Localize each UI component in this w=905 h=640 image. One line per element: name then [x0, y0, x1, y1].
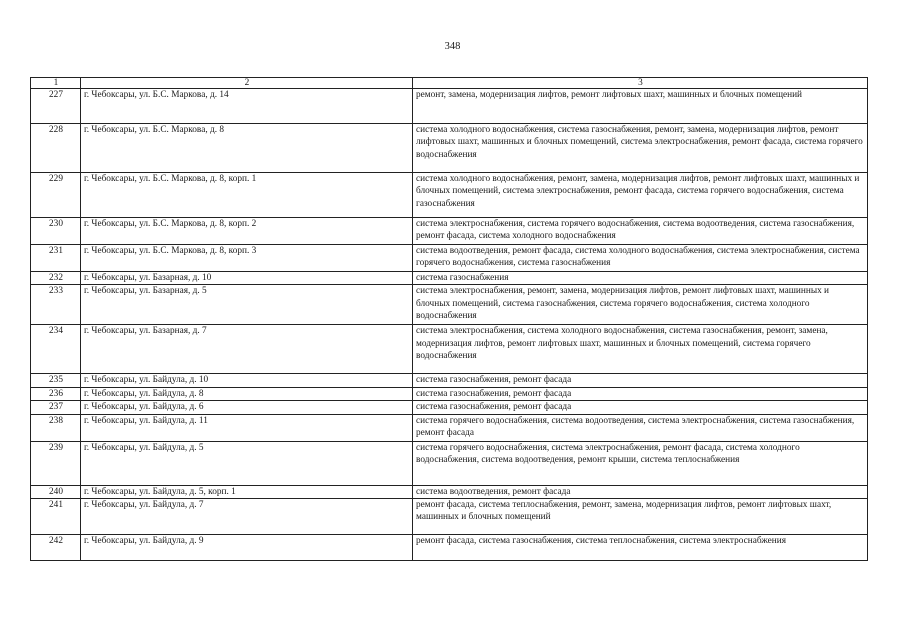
- table-row: [31, 245, 868, 272]
- table-row: [31, 89, 868, 124]
- column-number-3: 3: [413, 78, 868, 89]
- address-cell: г. Чебоксары, ул. Б.С. Маркова, д. 8, корп. 3: [81, 245, 413, 272]
- row-number: 241: [31, 499, 81, 535]
- row-number: 242: [31, 535, 81, 561]
- column-number-row: [31, 78, 868, 89]
- row-number: 232: [31, 272, 81, 285]
- table-row: [31, 218, 868, 245]
- works-cell: ремонт фасада, система газоснабжения, система теплоснабжения, система электроснабжения: [413, 535, 868, 561]
- address-cell: г. Чебоксары, ул. Байдула, д. 6: [81, 401, 413, 414]
- table-row: [31, 173, 868, 218]
- address-cell: г. Чебоксары, ул. Б.С. Маркова, д. 8: [81, 124, 413, 173]
- table-row: [31, 124, 868, 173]
- works-cell: система газоснабжения: [413, 272, 868, 285]
- row-number: 231: [31, 245, 81, 272]
- works-cell: система электроснабжения, ремонт, замена, модернизация лифтов, ремонт лифтовых шахт, машинных и блочных помещений, система газоснабжения, система горячего водоснабжения, система холодного водоснабжения: [413, 285, 868, 325]
- address-cell: г. Чебоксары, ул. Байдула, д. 7: [81, 499, 413, 535]
- table-row: [31, 535, 868, 561]
- works-cell: ремонт, замена, модернизация лифтов, ремонт лифтовых шахт, машинных и блочных помещений: [413, 89, 868, 124]
- address-cell: г. Чебоксары, ул. Базарная, д. 5: [81, 285, 413, 325]
- address-cell: г. Чебоксары, ул. Байдула, д. 8: [81, 387, 413, 400]
- table-row: [31, 325, 868, 374]
- row-number: 236: [31, 387, 81, 400]
- table-row: [31, 485, 868, 498]
- address-works-table: [30, 77, 868, 561]
- column-number-1: 1: [31, 78, 81, 89]
- row-number: 230: [31, 218, 81, 245]
- works-cell: система горячего водоснабжения, система электроснабжения, ремонт фасада, система холодного водоснабжения, система водоотведения, ремонт крыши, система теплоснабжения: [413, 441, 868, 485]
- address-cell: г. Чебоксары, ул. Б.С. Маркова, д. 8, корп. 2: [81, 218, 413, 245]
- address-cell: г. Чебоксары, ул. Б.С. Маркова, д. 14: [81, 89, 413, 124]
- row-number: 228: [31, 124, 81, 173]
- row-number: 235: [31, 374, 81, 387]
- row-number: 234: [31, 325, 81, 374]
- works-cell: система водоотведения, ремонт фасада, система холодного водоснабжения, система электроснабжения, система горячего водоснабжения, система газоснабжения: [413, 245, 868, 272]
- row-number: 229: [31, 173, 81, 218]
- table-row: [31, 499, 868, 535]
- works-cell: система горячего водоснабжения, система водоотведения, система электроснабжения, система газоснабжения, ремонт фасада: [413, 414, 868, 441]
- row-number: 239: [31, 441, 81, 485]
- works-cell: система газоснабжения, ремонт фасада: [413, 374, 868, 387]
- works-cell: система электроснабжения, система горячего водоснабжения, система водоотведения, система газоснабжения, ремонт фасада, система холодного водоснабжения: [413, 218, 868, 245]
- address-cell: г. Чебоксары, ул. Байдула, д. 11: [81, 414, 413, 441]
- table-row: [31, 401, 868, 414]
- address-cell: г. Чебоксары, ул. Базарная, д. 7: [81, 325, 413, 374]
- row-number: 240: [31, 485, 81, 498]
- works-cell: система газоснабжения, ремонт фасада: [413, 387, 868, 400]
- works-cell: система холодного водоснабжения, ремонт, замена, модернизация лифтов, ремонт лифтовых шахт, машинных и блочных помещений, система электроснабжения, ремонт фасада, система горячего водоснабжения, система газоснабжения: [413, 173, 868, 218]
- works-cell: ремонт фасада, система теплоснабжения, ремонт, замена, модернизация лифтов, ремонт лифтовых шахт, машинных и блочных помещений: [413, 499, 868, 535]
- table-row: [31, 441, 868, 485]
- works-cell: система водоотведения, ремонт фасада: [413, 485, 868, 498]
- address-cell: г. Чебоксары, ул. Базарная, д. 10: [81, 272, 413, 285]
- address-cell: г. Чебоксары, ул. Б.С. Маркова, д. 8, корп. 1: [81, 173, 413, 218]
- table-row: [31, 285, 868, 325]
- table-row: [31, 414, 868, 441]
- row-number: 227: [31, 89, 81, 124]
- table-row: [31, 374, 868, 387]
- address-cell: г. Чебоксары, ул. Байдула, д. 10: [81, 374, 413, 387]
- row-number: 237: [31, 401, 81, 414]
- table-row: [31, 272, 868, 285]
- column-number-2: 2: [81, 78, 413, 89]
- address-cell: г. Чебоксары, ул. Байдула, д. 5: [81, 441, 413, 485]
- page-number: 348: [444, 41, 461, 52]
- table-row: [31, 387, 868, 400]
- row-number: 238: [31, 414, 81, 441]
- address-cell: г. Чебоксары, ул. Байдула, д. 9: [81, 535, 413, 561]
- works-cell: система электроснабжения, система холодного водоснабжения, система газоснабжения, ремонт, замена, модернизация лифтов, ремонт лифтовых шахт, машинных и блочных помещений, система горячего водоснабжения: [413, 325, 868, 374]
- works-cell: система газоснабжения, ремонт фасада: [413, 401, 868, 414]
- address-cell: г. Чебоксары, ул. Байдула, д. 5, корп. 1: [81, 485, 413, 498]
- row-number: 233: [31, 285, 81, 325]
- works-cell: система холодного водоснабжения, система газоснабжения, ремонт, замена, модернизация лифтов, ремонт лифтовых шахт, машинных и блочных помещений, система электроснабжения, ремонт фасада, система горячего водоснабжения: [413, 124, 868, 173]
